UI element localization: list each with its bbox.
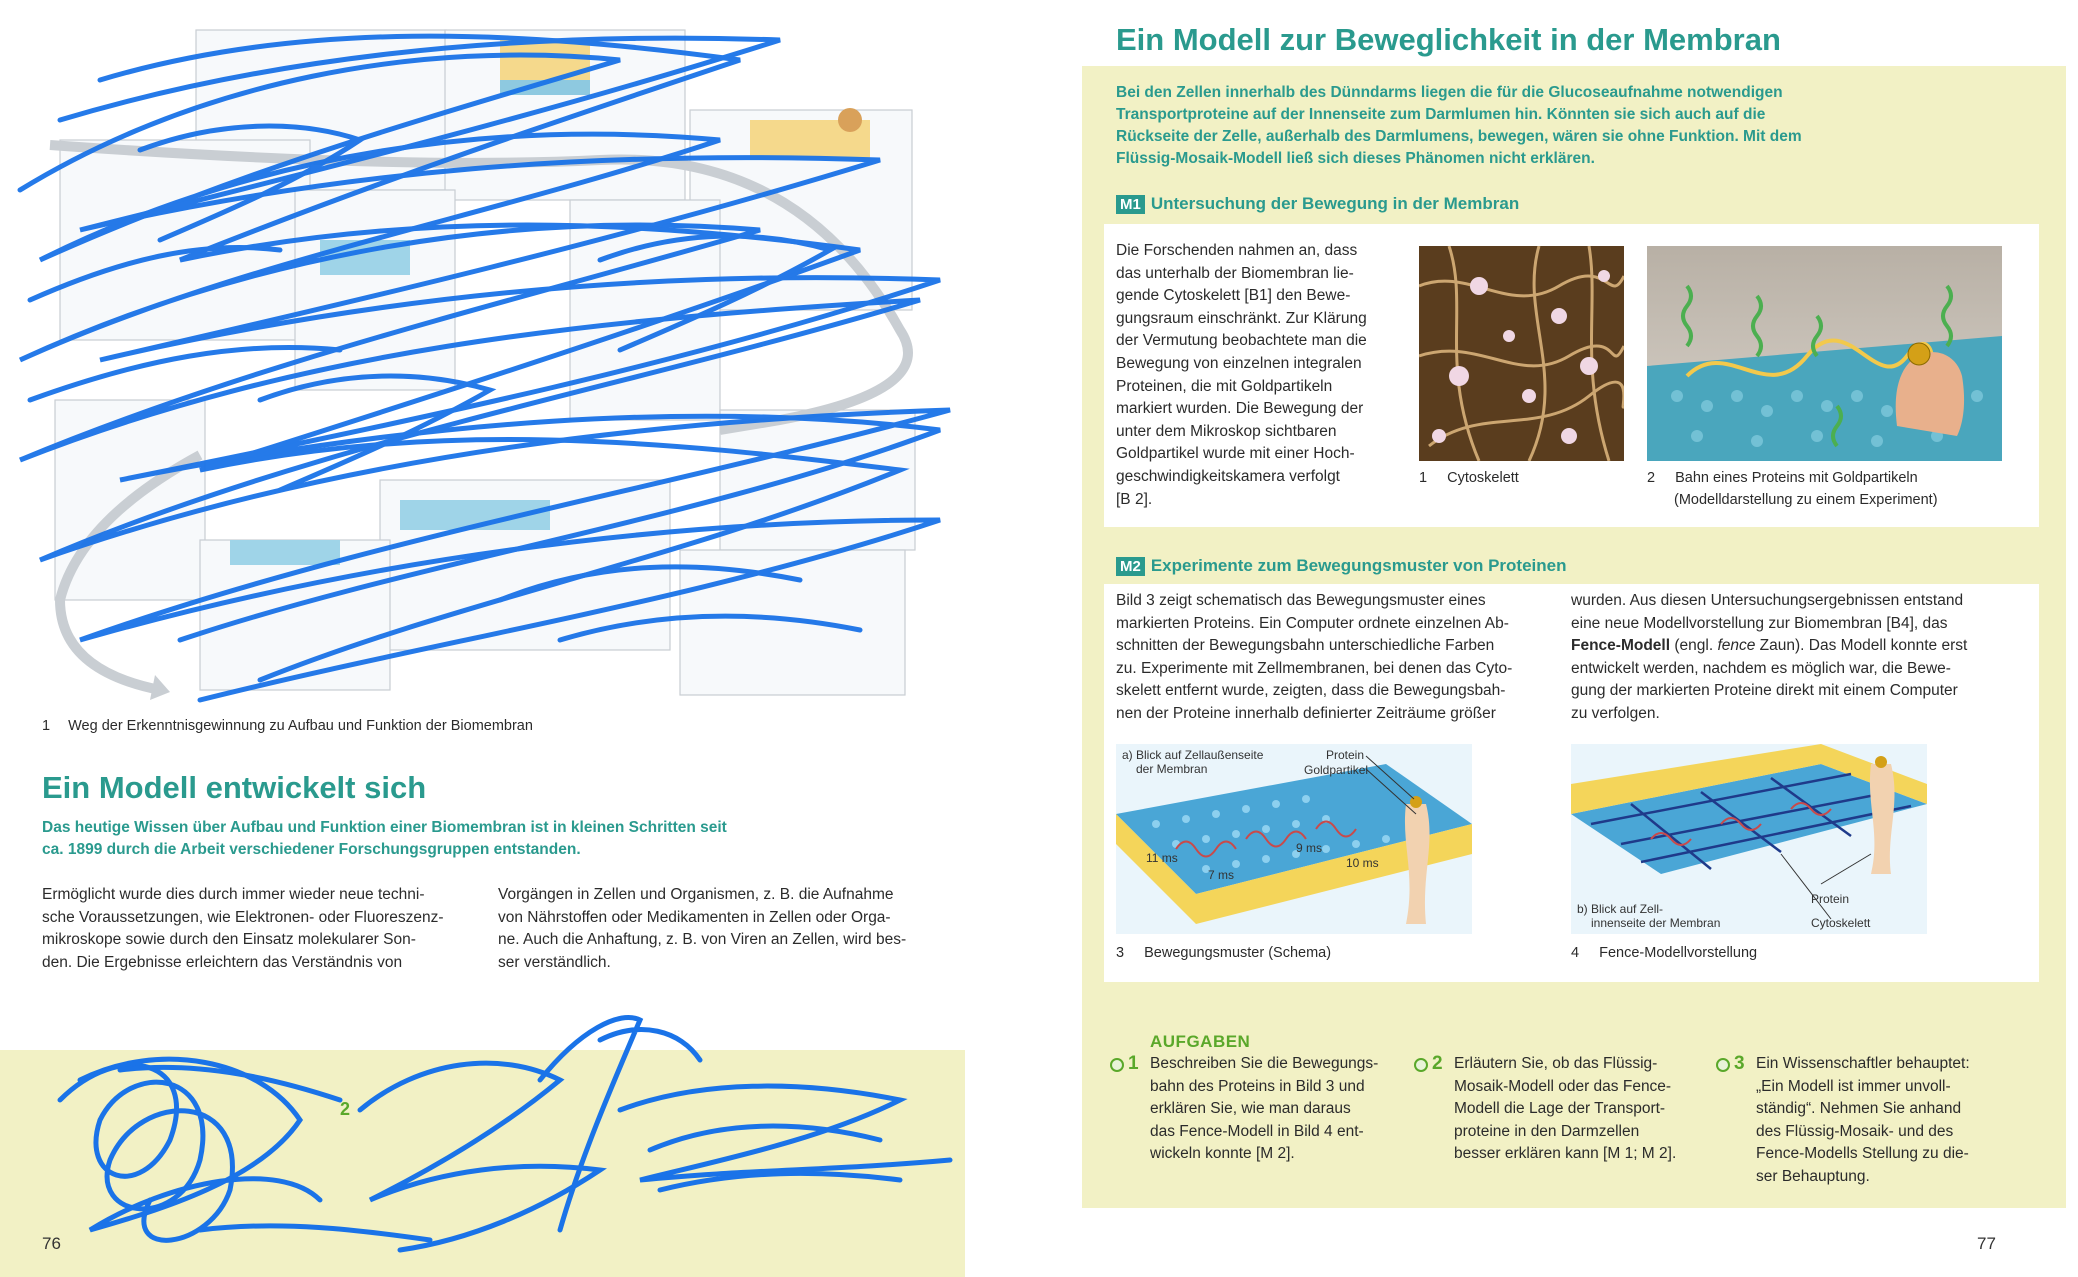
left-lead-line: Das heutige Wissen über Aufbau und Funktion einer Biomembran ist in kleinen Schritten seit	[42, 819, 727, 836]
text-line: Modell die Lage der Transport-	[1454, 1100, 1666, 1118]
text-line: ne. Auch die Anhaftung, z. B. von Viren an Zellen, wird bes-	[498, 931, 907, 949]
text-span: (engl.	[1670, 637, 1718, 655]
right-page-number: 77	[1977, 1234, 1996, 1253]
m1-caption-1	[1419, 467, 1519, 489]
text-line: Mosaik-Modell oder das Fence-	[1454, 1077, 1672, 1095]
text-line: des Flüssig-Mosaik- und des	[1756, 1122, 1954, 1140]
label-line: b) Blick auf Zell-	[1577, 902, 1664, 916]
left-page	[0, 0, 965, 1277]
task-number: 2	[1432, 1053, 1443, 1074]
left-lead-line: ca. 1899 durch die Arbeit verschiedener Forschungsgruppen entstanden.	[42, 841, 581, 858]
fig4-label-b	[1577, 902, 1720, 930]
text-line: gungsraum einschränkt. Zur Klärung	[1116, 309, 1367, 327]
tasks-heading: AUFGABEN	[1150, 1032, 1251, 1051]
fig3-time-2: 7 ms	[1208, 868, 1235, 882]
m2-heading-text: Experimente zum Bewegungsmuster von Proteinen	[1150, 556, 1567, 575]
text-line: wickeln konnte [M 2].	[1150, 1145, 1295, 1163]
text-line: gende Cytoskelett [B1] den Bewe-	[1116, 287, 1351, 305]
text-line: ständig“. Nehmen Sie anhand	[1756, 1100, 1962, 1118]
svg-text:2: 2	[340, 1099, 351, 1119]
right-page	[1082, 0, 2078, 1277]
caption-text: Cytoskelett	[1447, 470, 1519, 486]
text-line: zu. Experimente mit Zellmembranen, bei denen das Cyto-	[1116, 659, 1513, 677]
m2-caption-3	[1116, 942, 1331, 964]
caption-text: (Modelldarstellung zu einem Experiment)	[1674, 492, 1938, 508]
task-1	[1110, 1053, 1400, 1166]
right-lead-line: Transportproteine auf der Innenseite zum Darmlumen hin. Könnten sie sich auch auf die	[1116, 106, 1766, 123]
text-line: markiert wurden. Die Bewegung der	[1116, 400, 1364, 418]
fence-model-term: Fence-Modell	[1571, 637, 1671, 655]
task-number: 1	[1128, 1053, 1139, 1074]
right-title: Ein Modell zur Beweglichkeit in der Membran	[1116, 22, 1781, 57]
text-line: Die Forschenden nahmen an, dass	[1116, 242, 1358, 259]
m2-col1	[1116, 590, 1556, 726]
label-line: der Membran	[1136, 762, 1208, 776]
text-line: ser Behauptung.	[1756, 1167, 1870, 1185]
caption-text: Bewegungsmuster (Schema)	[1144, 945, 1332, 961]
text-line: „Ein Modell ist immer unvoll-	[1756, 1077, 1951, 1095]
text-line: Vorgängen in Zellen und Organismen, z. B. die Aufnahme	[498, 886, 894, 903]
task-number: 3	[1734, 1053, 1745, 1074]
text-line: unter dem Mikroskop sichtbaren	[1116, 422, 1337, 440]
difficulty-dot-icon	[1716, 1058, 1730, 1072]
caption-text: Weg der Erkenntnisgewinnung zu Aufbau und Funktion der Biomembran	[68, 718, 533, 734]
text-line: Goldpartikel wurde mit einer Hoch-	[1116, 445, 1355, 463]
task-2	[1414, 1053, 1704, 1166]
knowledge-path-diagram	[0, 0, 965, 710]
m1-heading-text: Untersuchung der Bewegung in der Membran	[1150, 194, 1520, 213]
left-title: Ein Modell entwickelt sich	[42, 770, 427, 805]
text-line: zu verfolgen.	[1571, 704, 1660, 722]
text-line: ser verständlich.	[498, 953, 611, 971]
task-3	[1716, 1053, 2016, 1189]
text-line: erklären Sie, wie man daraus	[1150, 1100, 1351, 1118]
text-line: Bewegung von einzelnen integralen	[1116, 354, 1362, 372]
label-line: innenseite der Membran	[1591, 916, 1721, 930]
text-line: Bild 3 zeigt schematisch das Bewegungsmuster eines	[1116, 592, 1486, 609]
text-line: skelett entfernt wurde, zeigten, dass die Bewegungsbah-	[1116, 682, 1506, 700]
text-line: der Vermutung beobachtete man die	[1116, 332, 1367, 350]
fig3-label-a	[1122, 748, 1263, 776]
text-line: Proteinen, die mit Goldpartikeln	[1116, 377, 1333, 395]
fig3-time-3: 9 ms	[1296, 841, 1323, 855]
caption-text: Bahn eines Proteins mit Goldpartikeln	[1675, 470, 1918, 486]
m1-text	[1116, 240, 1416, 511]
text-line: nen der Proteine innerhalb definierter Zeiträume größer	[1116, 704, 1496, 722]
caption-text: Fence-Modellvorstellung	[1599, 945, 1758, 961]
left-tasks-scribble	[0, 1000, 965, 1277]
text-line: den. Die Ergebnisse erleichtern das Verständnis von	[42, 953, 403, 971]
text-line: von Nährstoffen oder Medikamenten in Zellen oder Orga-	[498, 908, 891, 926]
m1-tag: M1	[1116, 195, 1145, 214]
label-line: a) Blick auf Zellaußenseite	[1122, 748, 1264, 762]
fence-model-figure	[1571, 744, 1927, 934]
difficulty-dot-icon	[1414, 1058, 1428, 1072]
text-line: bahn des Proteins in Bild 3 und	[1150, 1077, 1365, 1095]
text-line: Ein Wissenschaftler behauptet:	[1756, 1055, 1970, 1072]
movement-pattern-figure	[1116, 744, 1472, 934]
fig3-time-1: 11 ms	[1146, 851, 1178, 865]
text-line: geschwindigkeitskamera verfolgt	[1116, 467, 1340, 485]
m1-heading	[1116, 194, 1519, 214]
fig3-time-4: 10 ms	[1346, 856, 1379, 870]
text-span: Zaun). Das Modell konnte erst	[1755, 637, 1968, 655]
caption-number: 3	[1116, 945, 1125, 961]
text-line: eine neue Modellvorstellung zur Biomembran [B4], das	[1571, 614, 1948, 632]
caption-number: 2	[1647, 470, 1656, 486]
text-italic: fence	[1717, 637, 1756, 655]
left-page-number: 76	[42, 1234, 61, 1253]
m1-caption-2	[1647, 467, 1938, 511]
m2-caption-4	[1571, 942, 1757, 964]
right-lead-line: Flüssig-Mosaik-Modell ließ sich dieses Phänomen nicht erklären.	[1116, 150, 1595, 167]
text-line: Erläutern Sie, ob das Flüssig-	[1454, 1055, 1658, 1072]
fig3-gold-label: Goldpartikel	[1304, 763, 1369, 777]
fig4-cyto-label: Cytoskelett	[1811, 916, 1871, 930]
text-line: sche Voraussetzungen, wie Elektronen- oder Fluoreszenz-	[42, 908, 444, 926]
difficulty-dot-icon	[1110, 1058, 1124, 1072]
m2-heading	[1116, 556, 1567, 576]
text-line: [B 2].	[1116, 490, 1153, 508]
text-line: das unterhalb der Biomembran lie-	[1116, 264, 1354, 282]
left-lead	[42, 817, 727, 861]
right-lead	[1116, 82, 1802, 170]
caption-number: 1	[1419, 470, 1428, 486]
text-line: proteine in den Darmzellen	[1454, 1122, 1640, 1140]
text-line	[1571, 635, 2031, 658]
text-line: mikroskope sowie durch den Einsatz molekularer Son-	[42, 931, 416, 949]
text-line: Ermöglicht wurde dies durch immer wieder neue techni-	[42, 886, 425, 903]
text-line: gung der markierten Proteine direkt mit einem Computer	[1571, 682, 1958, 700]
diagram-svg	[0, 0, 965, 710]
left-col2	[498, 884, 948, 974]
text-line: das Fence-Modell in Bild 4 ent-	[1150, 1122, 1364, 1140]
text-line: wurden. Aus diesen Untersuchungsergebnissen entstand	[1571, 592, 1964, 609]
text-line: Beschreiben Sie die Bewegungs-	[1150, 1055, 1379, 1072]
text-line: markierten Proteins. Ein Computer ordnete einzelnen Ab-	[1116, 614, 1509, 632]
left-col1	[42, 884, 482, 974]
cytoskeleton-image	[1419, 246, 1624, 461]
caption-number: 4	[1571, 945, 1580, 961]
fig3-protein-label: Protein	[1326, 748, 1365, 762]
m2-tag: M2	[1116, 557, 1145, 576]
right-lead-line: Rückseite der Zelle, außerhalb des Darmlumens, bewegen, wären sie ohne Funktion. Mit dem	[1116, 128, 1802, 145]
right-lead-line: Bei den Zellen innerhalb des Dünndarms liegen die für die Glucoseaufnahme notwendigen	[1116, 84, 1783, 101]
fig4-protein-label: Protein	[1811, 892, 1850, 906]
m2-col2	[1571, 590, 2031, 726]
text-line: Fence-Modells Stellung zu die-	[1756, 1145, 1969, 1163]
protein-path-image	[1647, 246, 2002, 461]
text-line: besser erklären kann [M 1; M 2].	[1454, 1145, 1677, 1163]
text-line: schnitten der Bewegungsbahn unterschiedliche Farben	[1116, 637, 1495, 655]
text-line: entwickelt werden, nachdem es möglich war, die Bewe-	[1571, 659, 1951, 677]
caption-number: 1	[42, 718, 51, 734]
figure-caption	[42, 715, 533, 737]
